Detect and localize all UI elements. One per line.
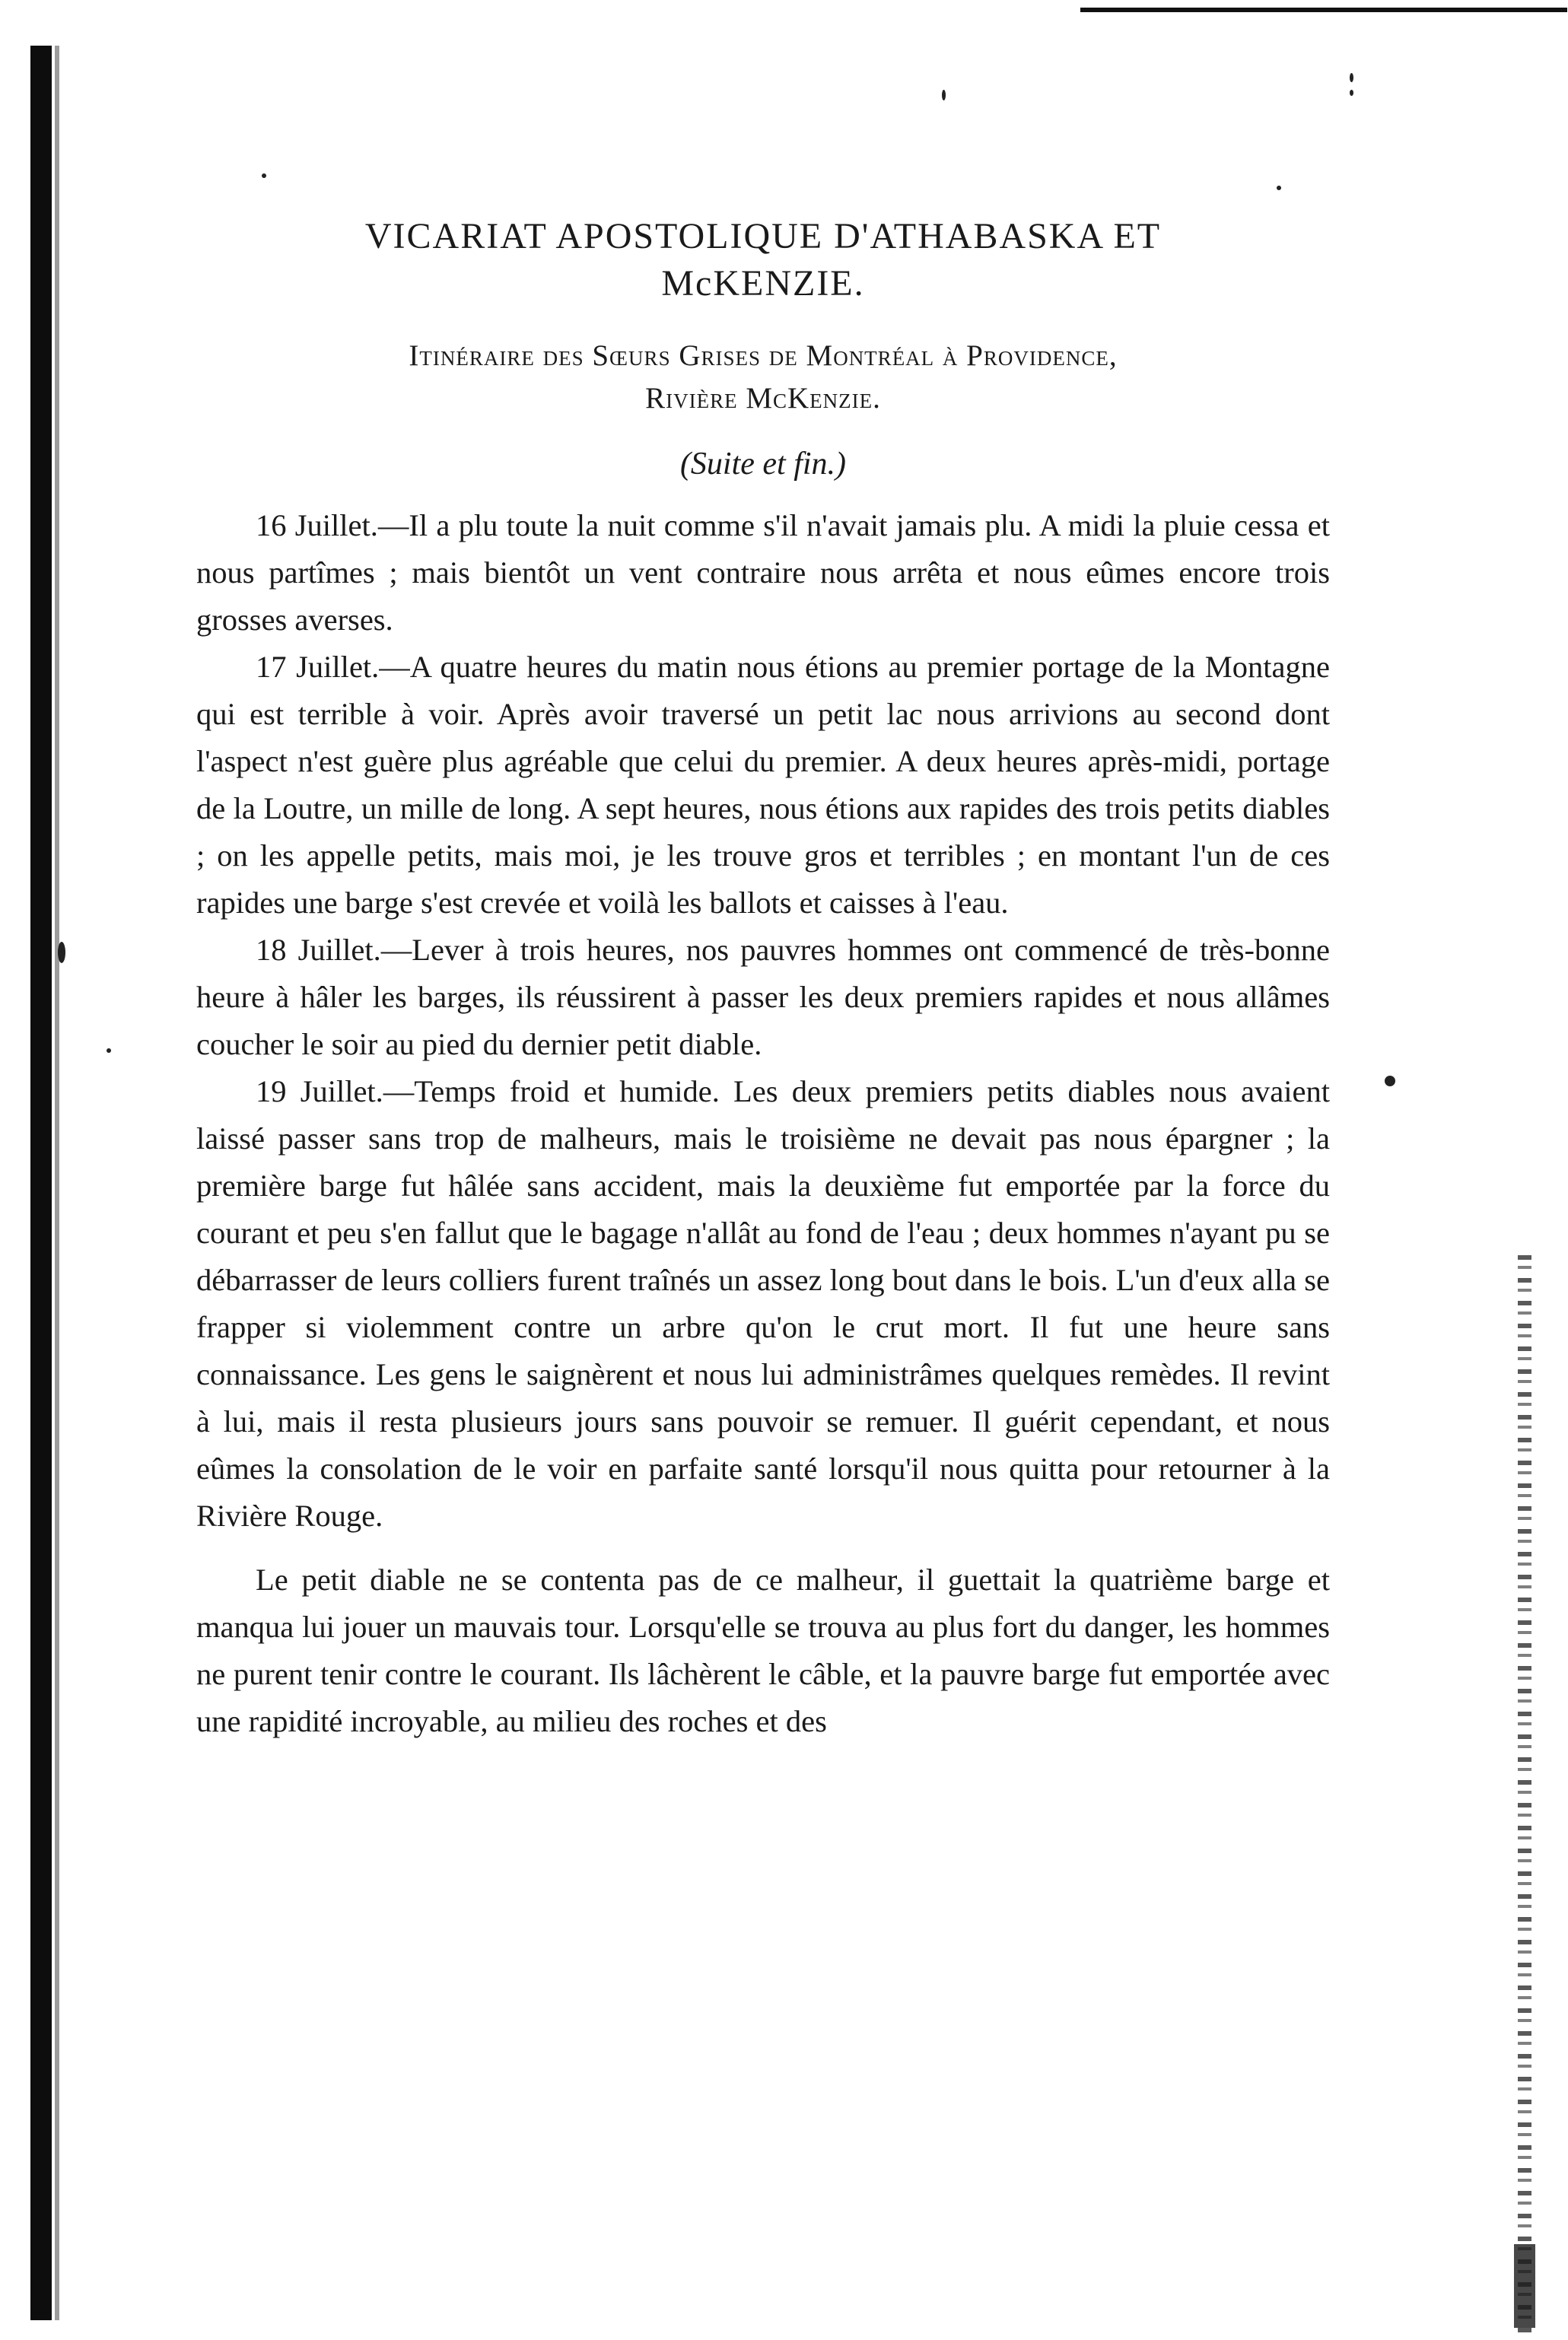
- top-edge-rule: [1080, 8, 1567, 12]
- binding-shadow-edge: [55, 46, 59, 2320]
- document-body: [196, 213, 1330, 1745]
- scan-speck: [942, 90, 946, 100]
- paragraph-17-juillet: 17 Juillet.—A quatre heures du matin nous étions au premier portage de la Montagne qui est terrible à voir. Après avoir traversé un petit lac nous arrivions au second dont l'aspect n'est guère plus agréable que celui du premier. A deux heures après-midi, portage de la Loutre, un mille de long. A sept heures, nous étions aux rapides des trois petits diables ; on les appelle petits, mais moi, je les trouve gros et terribles ; en montant l'un de ces rapides une barge s'est crevée et voilà les ballots et caisses à l'eau.: [196, 650, 1330, 920]
- scan-speck: [262, 173, 266, 178]
- page-subtitle: [196, 335, 1330, 420]
- page-subtitle-line-1: Itinéraire des Sœurs Grises de Montréal à Providence,: [409, 339, 1118, 372]
- paragraph-18-juillet: 18 Juillet.—Lever à trois heures, nos pauvres hommes ont commencé de très-bonne heure à hâler les barges, ils réussirent à passer les deux premiers rapides et nous allâmes coucher le soir au pied du dernier petit diable.: [196, 933, 1330, 1061]
- page-title-line-1: VICARIAT APOSTOLIQUE D'ATHABASKA ET: [364, 216, 1162, 256]
- scan-speck: [1350, 73, 1353, 82]
- scan-speck: [107, 1048, 111, 1053]
- right-edge-noise-bottom: [1514, 2244, 1535, 2328]
- paragraph-19-juillet: 19 Juillet.—Temps froid et humide. Les deux premiers petits diables nous avaient laissé passer sans trop de malheurs, mais le troisième ne devait pas nous épargner ; la première barge fut hâlée sans accident, mais la deuxième fut emportée par la force du courant et peu s'en fallut que le bagage n'allât au fond de l'eau ; deux hommes n'ayant pu se débarrasser de leurs colliers furent traînés un assez long bout dans le bois. L'un d'eux alla se frapper si violemment contre un arbre qu'on le crut mort. Il fut une heure sans connaissance. Les gens le saignèrent et nous lui administrâmes quelques remèdes. Il revint à lui, mais il resta plusieurs jours sans pouvoir se remuer. Il guérit cependant, et nous eûmes la consolation de le voir en parfaite santé lorsqu'il nous quitta pour retourner à la Rivière Rouge.: [196, 1074, 1330, 1533]
- page-subtitle-line-2: Rivière McKenzie.: [645, 382, 881, 415]
- paragraph-16-juillet: 16 Juillet.—Il a plu toute la nuit comme s'il n'avait jamais plu. A midi la pluie cessa et nous partîmes ; mais bientôt un vent contraire nous arrêta et nous eûmes encore trois grosses averses.: [196, 508, 1330, 637]
- paragraph-petit-diable: Le petit diable ne se contenta pas de ce malheur, il guettait la quatrième barge et manqua lui jouer un mauvais tour. Lorsqu'elle se trouva au plus fort du danger, les hommes ne purent tenir contre le courant. Ils lâchèrent le câble, et la pauvre barge fut emportée avec une rapidité incroyable, au milieu des roches et des: [196, 1563, 1330, 1738]
- page-title: [196, 213, 1330, 307]
- scan-speck: [1350, 90, 1353, 96]
- scan-speck: [58, 942, 65, 963]
- page-title-line-2: McKENZIE.: [661, 263, 865, 304]
- binding-shadow: [30, 46, 52, 2320]
- scan-speck: [1385, 1076, 1395, 1086]
- continuation-note: (Suite et fin.): [679, 447, 847, 482]
- right-edge-noise: [1518, 1255, 1531, 2335]
- scan-speck: [1277, 186, 1281, 190]
